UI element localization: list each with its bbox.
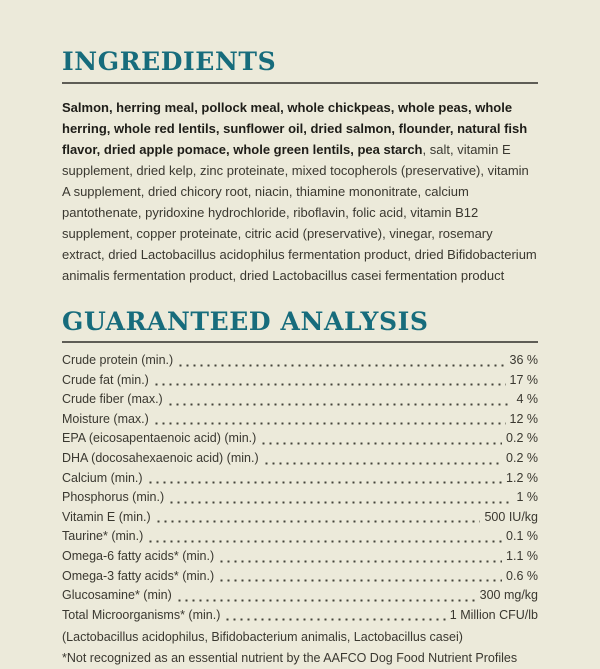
analysis-row-value: 0.6 %: [506, 569, 538, 583]
analysis-row-label: Phosphorus (min.): [62, 490, 164, 504]
aafco-footnote: *Not recognized as an essential nutrient by the AAFCO Dog Food Nutrient Profiles: [62, 648, 538, 669]
analysis-row: [62, 588, 538, 608]
ingredients-paragraph: [62, 97, 538, 286]
analysis-row: [62, 451, 538, 471]
analysis-row: [62, 373, 538, 393]
analysis-row-label: Crude fat (min.): [62, 373, 149, 387]
analysis-row-value: 0.2 %: [506, 451, 538, 465]
analysis-row-label: Total Microorganisms* (min.): [62, 608, 220, 622]
dot-leader: [153, 373, 506, 393]
analysis-row: [62, 549, 538, 569]
analysis-row-label: Vitamin E (min.): [62, 510, 151, 524]
dot-leader: [153, 412, 506, 432]
analysis-row-value: 12 %: [510, 412, 539, 426]
dot-leader: [168, 490, 512, 510]
dot-leader: [218, 569, 502, 589]
analysis-row: [62, 392, 538, 412]
analysis-row-label: Crude protein (min.): [62, 353, 173, 367]
analysis-row: [62, 490, 538, 510]
analysis-row-value: 1.2 %: [506, 471, 538, 485]
analysis-row: [62, 412, 538, 432]
analysis-row-label: DHA (docosahexaenoic acid) (min.): [62, 451, 259, 465]
dot-leader: [155, 510, 481, 530]
analysis-row-label: Crude fiber (max.): [62, 392, 163, 406]
analysis-row-value: 4 %: [516, 392, 538, 406]
analysis-row: [62, 431, 538, 451]
ingredients-title: INGREDIENTS: [62, 48, 538, 76]
analysis-row: [62, 510, 538, 530]
analysis-row-value: 0.2 %: [506, 431, 538, 445]
dot-leader: [224, 608, 445, 628]
analysis-row-value: 1 Million CFU/lb: [450, 608, 538, 622]
analysis-row: [62, 529, 538, 549]
analysis-row-label: Glucosamine* (min): [62, 588, 172, 602]
ingredients-primary-list: Salmon, herring meal, pollock meal, whole chickpeas, whole peas, whole herring, whole red lentils, sunflower oil, dried salmon, flounder, natural fish flavor, dried apple pomace, whole green lentils, pea starch: [62, 100, 527, 157]
dot-leader: [218, 549, 502, 569]
guaranteed-analysis-divider: [62, 341, 538, 343]
analysis-row-label: EPA (eicosapentaenoic acid) (min.): [62, 431, 256, 445]
analysis-row: [62, 569, 538, 589]
analysis-row-label: Taurine* (min.): [62, 529, 143, 543]
analysis-row-label: Calcium (min.): [62, 471, 143, 485]
dot-leader: [147, 471, 502, 491]
analysis-row: [62, 353, 538, 373]
ingredients-secondary-list: , salt, vitamin E supplement, dried kelp, zinc proteinate, mixed tocopherols (preservative), vitamin A supplement, dried chicory root, niacin, thiamine mononitrate, calcium pantothenate, pyridoxine hydrochloride, riboflavin, folic acid, vitamin B12 supplement, copper proteinate, citric acid (preservative), vinegar, rosemary extract, dried Lactobacillus acidophilus fermentation product, dried Bifidobacterium animalis fermentation product, dried Lactobacillus casei fermentation product: [62, 142, 537, 283]
analysis-row-value: 1 %: [516, 490, 538, 504]
dot-leader: [167, 392, 513, 412]
analysis-row-label: Omega-6 fatty acids* (min.): [62, 549, 214, 563]
analysis-row-value: 500 IU/kg: [484, 510, 538, 524]
analysis-row-value: 17 %: [510, 373, 539, 387]
analysis-row-label: Moisture (max.): [62, 412, 149, 426]
dot-leader: [176, 588, 476, 608]
guaranteed-analysis-title: GUARANTEED ANALYSIS: [62, 308, 538, 336]
analysis-table: [62, 353, 538, 627]
analysis-row-value: 36 %: [510, 353, 539, 367]
dot-leader: [263, 451, 502, 471]
dot-leader: [177, 353, 505, 373]
analysis-row: [62, 471, 538, 491]
dot-leader: [147, 529, 502, 549]
microorganisms-note: (Lactobacillus acidophilus, Bifidobacterium animalis, Lactobacillus casei): [62, 627, 538, 648]
analysis-row-label: Omega-3 fatty acids* (min.): [62, 569, 214, 583]
ingredients-divider: [62, 82, 538, 84]
analysis-row-value: 1.1 %: [506, 549, 538, 563]
analysis-row-value: 0.1 %: [506, 529, 538, 543]
analysis-row-value: 300 mg/kg: [480, 588, 538, 602]
guaranteed-analysis-section: [62, 308, 538, 669]
ingredients-section: [62, 48, 538, 286]
analysis-row: [62, 608, 538, 628]
dot-leader: [260, 431, 502, 451]
